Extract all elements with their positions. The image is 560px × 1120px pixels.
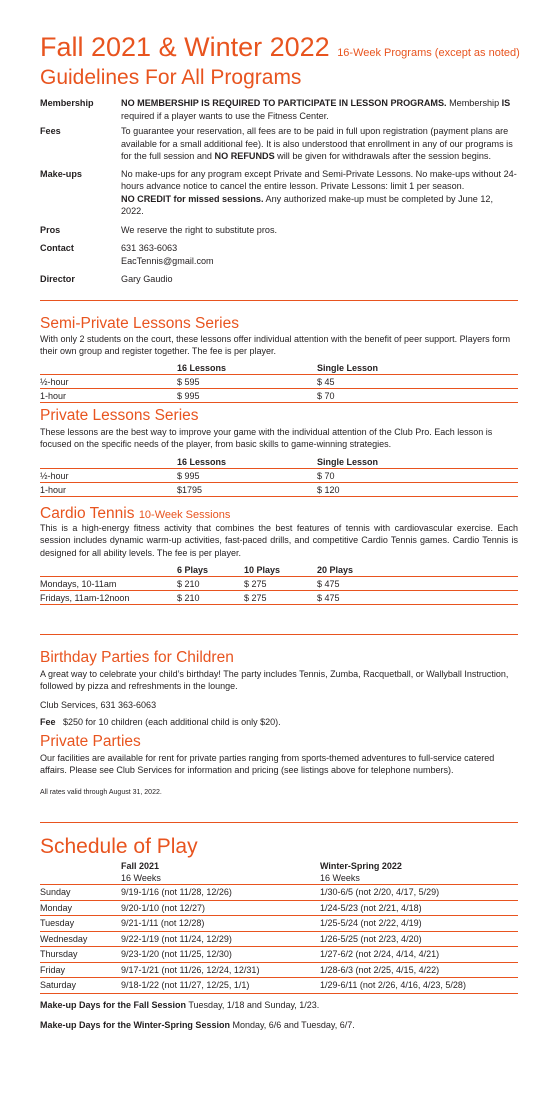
guideline-key: Make-ups: [40, 168, 82, 179]
guideline-value: [121, 97, 518, 122]
table-cell: $ 120: [317, 483, 518, 497]
table-header-row: [40, 861, 518, 885]
guideline-director: [40, 273, 518, 286]
winter-label: Winter-Spring 2022: [320, 861, 402, 871]
table-cell: Monday: [40, 900, 121, 916]
table-row: [40, 389, 518, 403]
table-cell: Fridays, 11am-12noon: [40, 591, 177, 605]
semi-private-description: With only 2 students on the court, these lessons offer individual attention with the benefit of peer support. Players form their own group and register together. The fee is per player.: [40, 334, 511, 357]
table-cell: $ 275: [244, 591, 317, 605]
cardio-heading-text: Cardio Tennis: [40, 505, 135, 522]
contact-email: EacTennis@gmail.com: [121, 255, 214, 266]
guideline-contact: [40, 242, 518, 267]
table-header-cell: [320, 861, 518, 885]
guideline-pros: [40, 224, 518, 237]
table-cell: 9/23-1/20 (not 11/25, 12/30): [121, 947, 320, 963]
cardio-heading: [40, 505, 230, 523]
section-divider: [40, 300, 518, 301]
table-cell: 1/29-6/11 (not 2/26, 4/16, 4/23, 5/28): [320, 978, 518, 994]
birthday-fee: [40, 716, 518, 728]
page-subtitle: 16-Week Programs (except as noted): [337, 47, 520, 59]
table-cell: Thursday: [40, 947, 121, 963]
private-lessons-description: These lessons are the best way to improve your game with the individual attention of the Club Pro. Each lesson is focused on the specific needs of the player, from basic skills to game-winning strategies.: [40, 427, 493, 450]
page-title: [40, 32, 520, 63]
guideline-membership: [40, 97, 518, 122]
table-row: [40, 483, 518, 497]
table-cell: 1-hour: [40, 483, 177, 497]
table-cell: 1/24-5/23 (not 2/21, 4/18): [320, 900, 518, 916]
table-cell: 9/18-1/22 (not 11/27, 12/25, 1/1): [121, 978, 320, 994]
makeup-fall: [40, 1000, 319, 1010]
table-row: [40, 375, 518, 389]
table-cell: $ 210: [177, 577, 244, 591]
guideline-value: [121, 125, 518, 163]
guideline-key: Director: [40, 274, 75, 284]
table-cell: $ 475: [317, 577, 518, 591]
guideline-key: Membership: [40, 98, 94, 108]
table-cell: 1/25-5/24 (not 2/22, 4/19): [320, 916, 518, 932]
table-cell: 9/22-1/19 (not 11/24, 12/29): [121, 931, 320, 947]
section-divider: [40, 822, 518, 823]
page-title-text: Fall 2021 & Winter 2022: [40, 32, 330, 62]
fall-label: Fall 2021: [121, 861, 160, 871]
table-cell: 9/19-1/16 (not 11/28, 12/26): [121, 885, 320, 901]
private-lessons-price-table: [40, 456, 518, 497]
guideline-value: Gary Gaudio: [121, 274, 173, 284]
cardio-heading-sub: 10-Week Sessions: [138, 509, 231, 521]
table-cell: $ 210: [177, 591, 244, 605]
cardio-price-table: [40, 564, 518, 605]
table-header-row: [40, 456, 518, 469]
table-cell: 9/17-1/21 (not 11/26, 12/24, 12/31): [121, 962, 320, 978]
rates-note: All rates valid through August 31, 2022.: [40, 789, 162, 796]
private-lessons-heading: Private Lessons Series: [40, 407, 199, 424]
table-header-cell: Single Lesson: [317, 362, 518, 375]
semi-private-price-table: [40, 362, 518, 403]
bold-text: NO CREDIT for missed sessions.: [121, 193, 264, 204]
table-cell: 9/20-1/10 (not 12/27): [121, 900, 320, 916]
table-header-cell: Single Lesson: [317, 456, 518, 469]
table-header-cell: 16 Lessons: [177, 362, 317, 375]
table-cell: Saturday: [40, 978, 121, 994]
table-cell: 1/28-6/3 (not 2/25, 4/15, 4/22): [320, 962, 518, 978]
table-header-cell: [40, 564, 177, 577]
table-cell: Friday: [40, 962, 121, 978]
bold-text: NO MEMBERSHIP IS REQUIRED TO PARTICIPATE IN LESSON PROGRAMS.: [121, 98, 447, 108]
text: To guarantee your reservation, all fees are to be paid in full upon registration (payment plans are available for a small additional fee). It is also understood that enrollment in any of our programs is for the full session and: [121, 126, 513, 161]
table-header-row: [40, 564, 518, 577]
table-cell: $ 595: [177, 375, 317, 389]
text: required if a player wants to use the Fitness Center.: [121, 110, 329, 121]
guideline-makeups: [40, 168, 518, 218]
table-cell: $ 275: [244, 577, 317, 591]
table-row: [40, 577, 518, 591]
table-cell: $ 45: [317, 375, 518, 389]
schedule-table: [40, 861, 518, 994]
private-parties-description: Our facilities are available for rent for private parties ranging from sports-themed adventures to full-service catered affairs. Please see Club Services for information and pricing (see listings above for telephone numbers).: [40, 753, 495, 776]
table-cell: Mondays, 10-11am: [40, 577, 177, 591]
guideline-key: Pros: [40, 224, 61, 235]
text: No make-ups for any program except Private and Semi-Private Lessons. No make-ups without 24-hours advance notice to cancel the entire lesson. Private Lessons: limit 1 per season.: [121, 168, 517, 191]
table-cell: 1/30-6/5 (not 2/20, 4/17, 5/29): [320, 885, 518, 901]
table-header-cell: 16 Lessons: [177, 456, 317, 469]
table-header-cell: [40, 861, 121, 885]
birthday-heading: Birthday Parties for Children: [40, 649, 234, 666]
text: will be given for withdrawals after the session begins.: [274, 151, 491, 161]
table-row: [40, 591, 518, 605]
schedule-heading: Schedule of Play: [40, 835, 198, 858]
table-header-cell: [121, 861, 320, 885]
text: Membership: [446, 98, 502, 108]
makeup-winter-text: Monday, 6/6 and Tuesday, 6/7.: [229, 1020, 355, 1030]
table-row: [40, 978, 518, 994]
table-cell: 1/26-5/25 (not 2/23, 4/20): [320, 931, 518, 947]
table-cell: $ 995: [177, 389, 317, 403]
table-cell: $ 70: [317, 389, 518, 403]
fee-label: Fee: [40, 717, 56, 727]
guidelines-list: [40, 97, 518, 286]
fee-text: $250 for 10 children (each additional child is only $20).: [63, 717, 281, 727]
table-row: [40, 947, 518, 963]
semi-private-heading: Semi-Private Lessons Series: [40, 315, 239, 332]
fall-weeks: 16 Weeks: [121, 872, 161, 883]
table-row: [40, 962, 518, 978]
table-cell: 1-hour: [40, 389, 177, 403]
table-header-cell: [40, 456, 177, 469]
table-row: [40, 885, 518, 901]
bold-text: NO REFUNDS: [214, 151, 275, 161]
table-cell: $ 70: [317, 469, 518, 483]
table-row: [40, 469, 518, 483]
table-header-cell: 10 Plays: [244, 564, 317, 577]
birthday-description: A great way to celebrate your child’s birthday! The party includes Tennis, Zumba, Racquetball, or Wallyball Instruction, followed by pizza and refreshments in the lounge.: [40, 669, 509, 692]
table-header-cell: 20 Plays: [317, 564, 518, 577]
table-cell: ½-hour: [40, 375, 177, 389]
cardio-description: This is a high-energy fitness activity that combines the best features of tennis with cardiovascular exercise. Each session includes dynamic warm-up activities, fast-paced drills, and competitive Cardio Tennis games. Cardio Tennis is designed for all ability levels. The fee is per player.: [40, 523, 518, 558]
table-cell: 9/21-1/11 (not 12/28): [121, 916, 320, 932]
table-header-row: [40, 362, 518, 375]
guideline-value: We reserve the right to substitute pros.: [121, 224, 278, 235]
guideline-value: [121, 242, 518, 267]
table-header-cell: 6 Plays: [177, 564, 244, 577]
table-header-cell: [40, 362, 177, 375]
table-row: [40, 931, 518, 947]
guideline-value: [121, 168, 518, 218]
birthday-contact: Club Services, 631 363-6063: [40, 700, 157, 710]
guideline-fees: [40, 125, 518, 163]
table-cell: $ 995: [177, 469, 317, 483]
makeup-winter-label: Make-up Days for the Winter-Spring Session: [40, 1020, 230, 1030]
table-cell: $ 475: [317, 591, 518, 605]
private-parties-heading: Private Parties: [40, 733, 141, 750]
guidelines-heading: Guidelines For All Programs: [40, 66, 302, 89]
table-cell: $1795: [177, 483, 317, 497]
table-cell: Tuesday: [40, 916, 121, 932]
makeup-winter: [40, 1020, 355, 1030]
contact-phone: 631 363-6063: [121, 243, 178, 253]
table-cell: Wednesday: [40, 931, 121, 947]
table-row: [40, 916, 518, 932]
winter-weeks: 16 Weeks: [320, 872, 360, 883]
table-cell: 1/27-6/2 (not 2/24, 4/14, 4/21): [320, 947, 518, 963]
makeup-fall-label: Make-up Days for the Fall Session: [40, 1000, 187, 1010]
guideline-key: Contact: [40, 243, 74, 253]
table-cell: ½-hour: [40, 469, 177, 483]
guideline-key: Fees: [40, 126, 61, 136]
section-divider: [40, 634, 518, 635]
table-cell: Sunday: [40, 885, 121, 901]
table-row: [40, 900, 518, 916]
bold-text: IS: [501, 98, 511, 108]
text: Any authorized make-up must be completed by June 12, 2022.: [121, 193, 494, 216]
makeup-fall-text: Tuesday, 1/18 and Sunday, 1/23.: [186, 1000, 320, 1010]
